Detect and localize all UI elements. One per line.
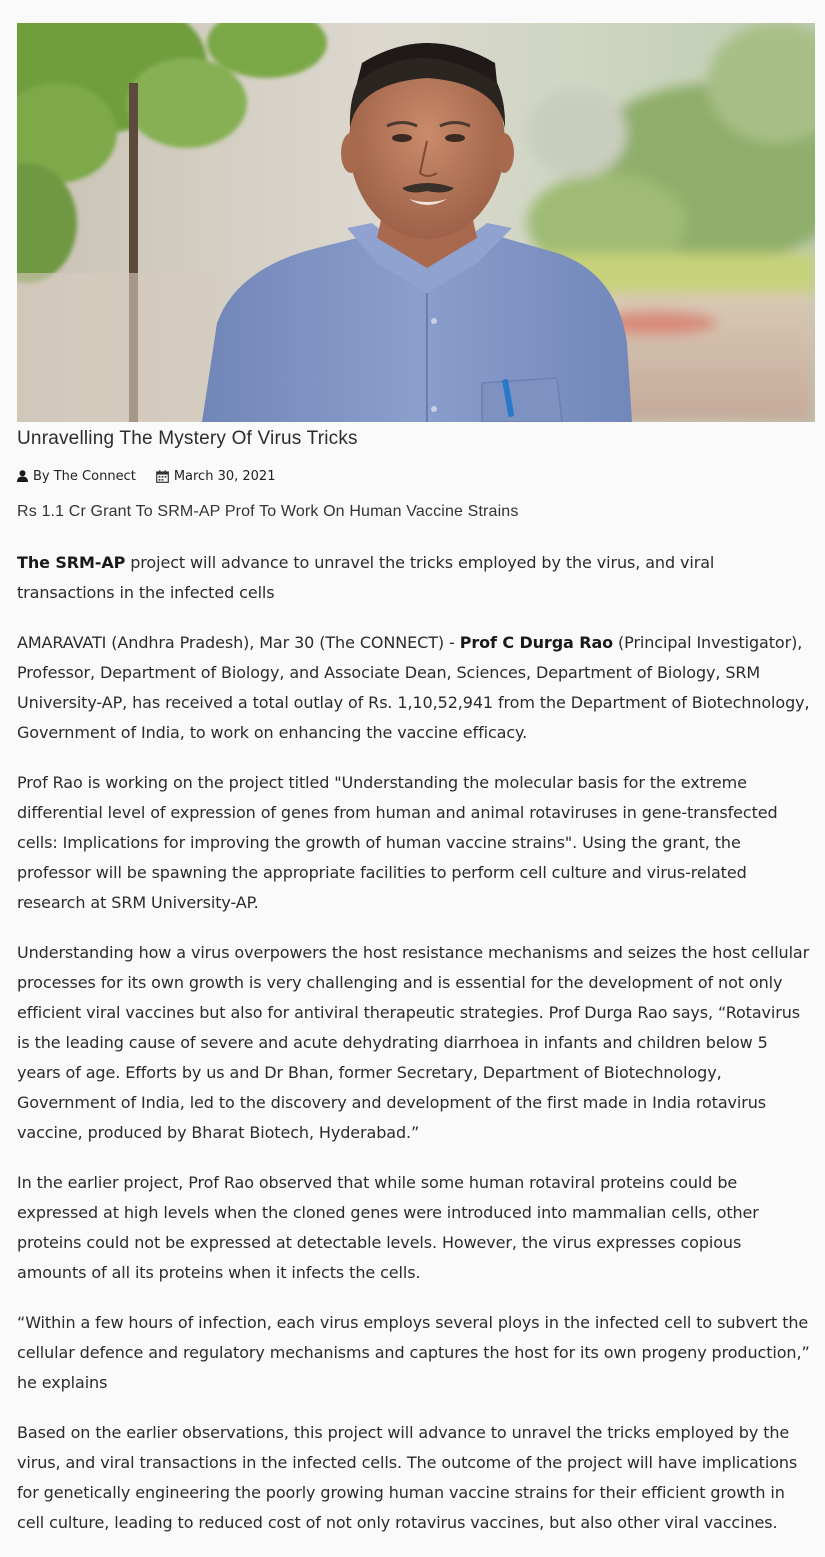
dateline-rest: (Principal Investigator), Professor, Department of Biology, and Associate Dean, Sciences, Department of Biology, SRM University-AP, has received a total outlay of Rs. 1,10,52,941 from the Department of Biotechnology, Government of India, to work on enhancing the vaccine efficacy.: [17, 633, 810, 742]
calendar-icon: [156, 470, 169, 483]
article: [17, 23, 815, 1538]
paragraph-dateline: [17, 628, 815, 748]
date-meta: [156, 469, 276, 484]
paragraph-project: Prof Rao is working on the project titled "Understanding the molecular basis for the extreme differential level of expression of genes from human and animal rotaviruses in gene-transfected cells: Implications for improving the growth of human vaccine strains". Using the grant, the professor will be spawning the appropriate facilities to perform cell culture and virus-related research at SRM University-AP.: [17, 773, 778, 912]
paragraph-explanation: “Within a few hours of infection, each virus employs several ploys in the infected cell to subvert the cellular defence and regulatory mechanisms and captures the host for its own progeny production,” he explains: [17, 1313, 810, 1392]
article-body: [17, 548, 815, 1538]
paragraph-quote: Understanding how a virus overpowers the host resistance mechanisms and seizes the host cellular processes for its own growth is very challenging and is essential for the development of not only efficient viral vaccines but also for antiviral therapeutic strategies. Prof Durga Rao says, “Rotavirus is the leading cause of severe and acute dehydrating diarrhoea in infants and children below 5 years of age. Efforts by us and Dr Bhan, former Secretary, Department of Biotechnology, Government of India, led to the discovery and development of the first made in India rotavirus vaccine, produced by Bharat Biotech, Hyderabad.”: [17, 943, 810, 1142]
publish-date: March 30, 2021: [173, 468, 276, 484]
paragraph-intro: [17, 548, 815, 608]
article-subtitle: Rs 1.1 Cr Grant To SRM-AP Prof To Work On Human Vaccine Strains: [17, 503, 519, 520]
paragraph-outcome: Based on the earlier observations, this project will advance to unravel the tricks employed by the virus, and viral transactions in the infected cells. The outcome of the project will have implications for genetically engineering the poorly growing human vaccine strains for their efficient growth in cell culture, leading to reduced cost of not only rotavirus vaccines, but also other viral vaccines.: [17, 1423, 798, 1532]
article-meta: [17, 468, 815, 484]
investigator-name: Prof C Durga Rao: [459, 633, 614, 652]
paragraph-earlier-project: In the earlier project, Prof Rao observed that while some human rotaviral proteins could be expressed at high levels when the cloned genes were introduced into mammalian cells, other proteins could not be expressed at detectable levels. However, the virus expresses copious amounts of all its proteins when it infects the cells.: [17, 1173, 759, 1282]
user-icon: [17, 470, 28, 482]
dateline-text: AMARAVATI (Andhra Pradesh), Mar 30 (The CONNECT) -: [17, 633, 460, 652]
intro-bold: The SRM-AP: [17, 553, 126, 572]
intro-text: project will advance to unravel the tricks employed by the virus, and viral transactions in the infected cells: [17, 553, 715, 602]
author-meta[interactable]: [17, 469, 136, 484]
hero-image: [17, 23, 815, 422]
article-title: Unravelling The Mystery Of Virus Tricks: [17, 428, 358, 449]
author-name: By The Connect: [33, 468, 136, 484]
